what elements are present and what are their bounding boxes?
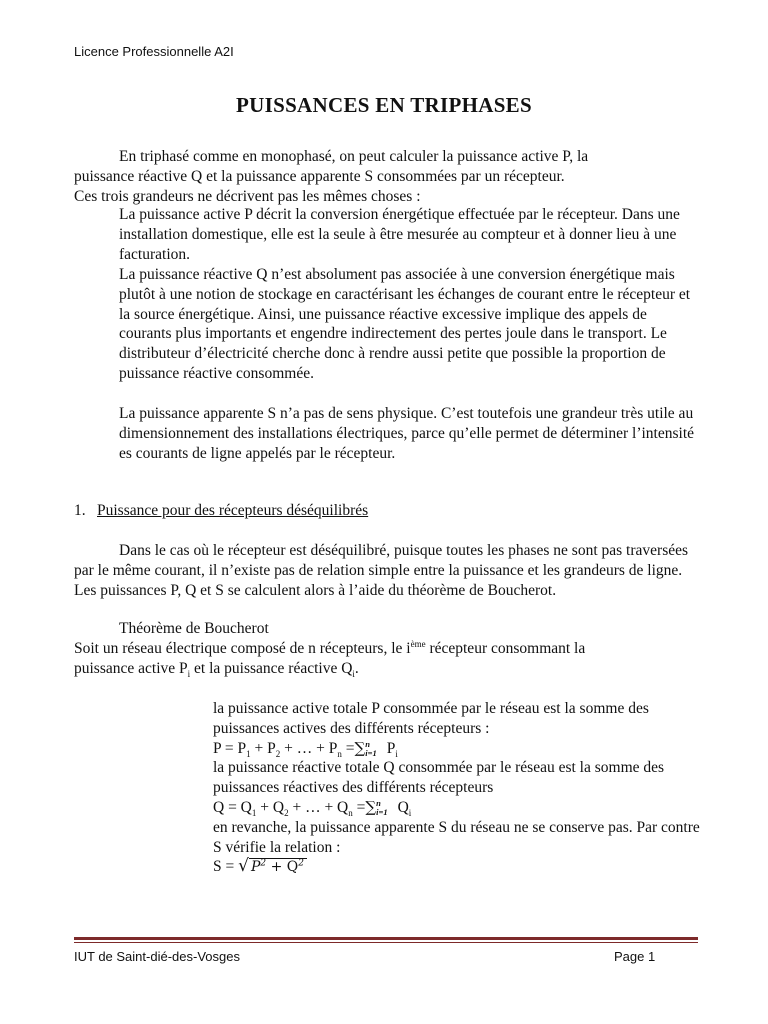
square-root [238, 857, 307, 878]
radical-sign: √ [238, 856, 249, 877]
section-number: 1. [74, 502, 86, 519]
apparent-power-description: La puissance apparente S n’a pas de sens physique. C’est toutefois une grandeur très utile au dimensionnement des installations électriques, parce qu’elle permet de déterminer l’intensité es courants de ligne appelés par le récepteur. [119, 405, 695, 462]
apparent-power-formula: S = √ $P^2 + Q^2$ [213, 857, 703, 878]
document-title: PUISSANCES EN TRIPHASES [236, 93, 532, 117]
intro-line-3: Ces trois grandeurs ne décrivent pas les mêmes choses : [74, 187, 421, 205]
network-statement [74, 639, 700, 679]
page-number: Page 1 [614, 949, 656, 964]
intro-line-2: puissance réactive Q et la puissance apparente S consommées par un récepteur. [74, 167, 565, 185]
reactive-power-formula: $Q = Q_1 + Q_2$ + … + $Q_n$ =∑ n i=1 $Q_i$ [213, 797, 412, 819]
footer-rule-thin [74, 942, 698, 943]
page-header: Licence Professionnelle A2I [74, 44, 234, 59]
footer-rule-thick [74, 937, 698, 940]
apparent-power-text: en revanche, la puissance apparente S du réseau ne se conserve pas. Par contre S vérifie la relation : [213, 818, 700, 856]
section-1-heading [74, 501, 368, 521]
sum-symbol: ∑ [365, 797, 377, 816]
radicand: $P^2 + Q^2$ [249, 858, 307, 875]
sum-symbol: ∑ [354, 738, 366, 757]
active-power-total-text: la puissance active totale P consommée par le réseau est la somme des puissances actives des différents récepteurs : [213, 700, 649, 737]
intro-paragraph [74, 147, 700, 206]
footer-institution: IUT de Saint-dié-des-Vosges [74, 949, 240, 964]
reactive-power-description: La puissance réactive Q n’est absolument pas associée à une conversion énergétique mais plutôt à une notion de stockage en caractérisant les échanges de courant entre le récepteur et la source énergétique. Ainsi, une puissance réactive excessive implique des appels de courants plus importants et engendre indirectement des pertes joule dans le transport. Le distributeur d’électricité cherche donc à rendre aussi petite que possible la proportion de puissance réactive consommée. [119, 266, 691, 382]
theorem-title: Théorème de Boucherot [119, 620, 269, 637]
network-line-1: Soit un réseau électrique composé de n récepteurs, le $i^{ème}$ récepteur consommant la [74, 638, 586, 657]
intro-line-1: En triphasé comme en monophasé, on peut calculer la puissance active P, la [119, 148, 589, 165]
section-title: Puissance pour des récepteurs déséquilibrés [97, 502, 369, 519]
boucherot-formulas [213, 699, 703, 878]
reactive-power-total-text: la puissance réactive totale Q consommée par le réseau est la somme des puissances réactives des différents récepteurs [213, 759, 665, 797]
active-power-formula: $P = P_1 + P_2$ + … + $P_n$ =∑ n i=1 $P_i$ [213, 738, 398, 759]
section-1-paragraph: Dans le cas où le récepteur est déséquilibré, puisque toutes les phases ne sont pas traversées par le même courant, il n’existe pas de relation simple entre la puissance et les grandeurs de ligne. Les puissances P, Q et S se calculent alors à l’aide du théorème de Boucherot. [74, 542, 689, 599]
sum-limits: n i=1 [365, 739, 377, 759]
network-line-2: puissance active $P_i$ et la puissance réactive $Q_i$. [74, 659, 359, 679]
sum-limits: n i=1 [376, 798, 388, 818]
active-power-description: La puissance active P décrit la conversion énergétique effectuée par le récepteur. Dans une installation domestique, elle est la seule à être mesurée au compteur et à donner lieu à une facturation. [119, 206, 680, 263]
